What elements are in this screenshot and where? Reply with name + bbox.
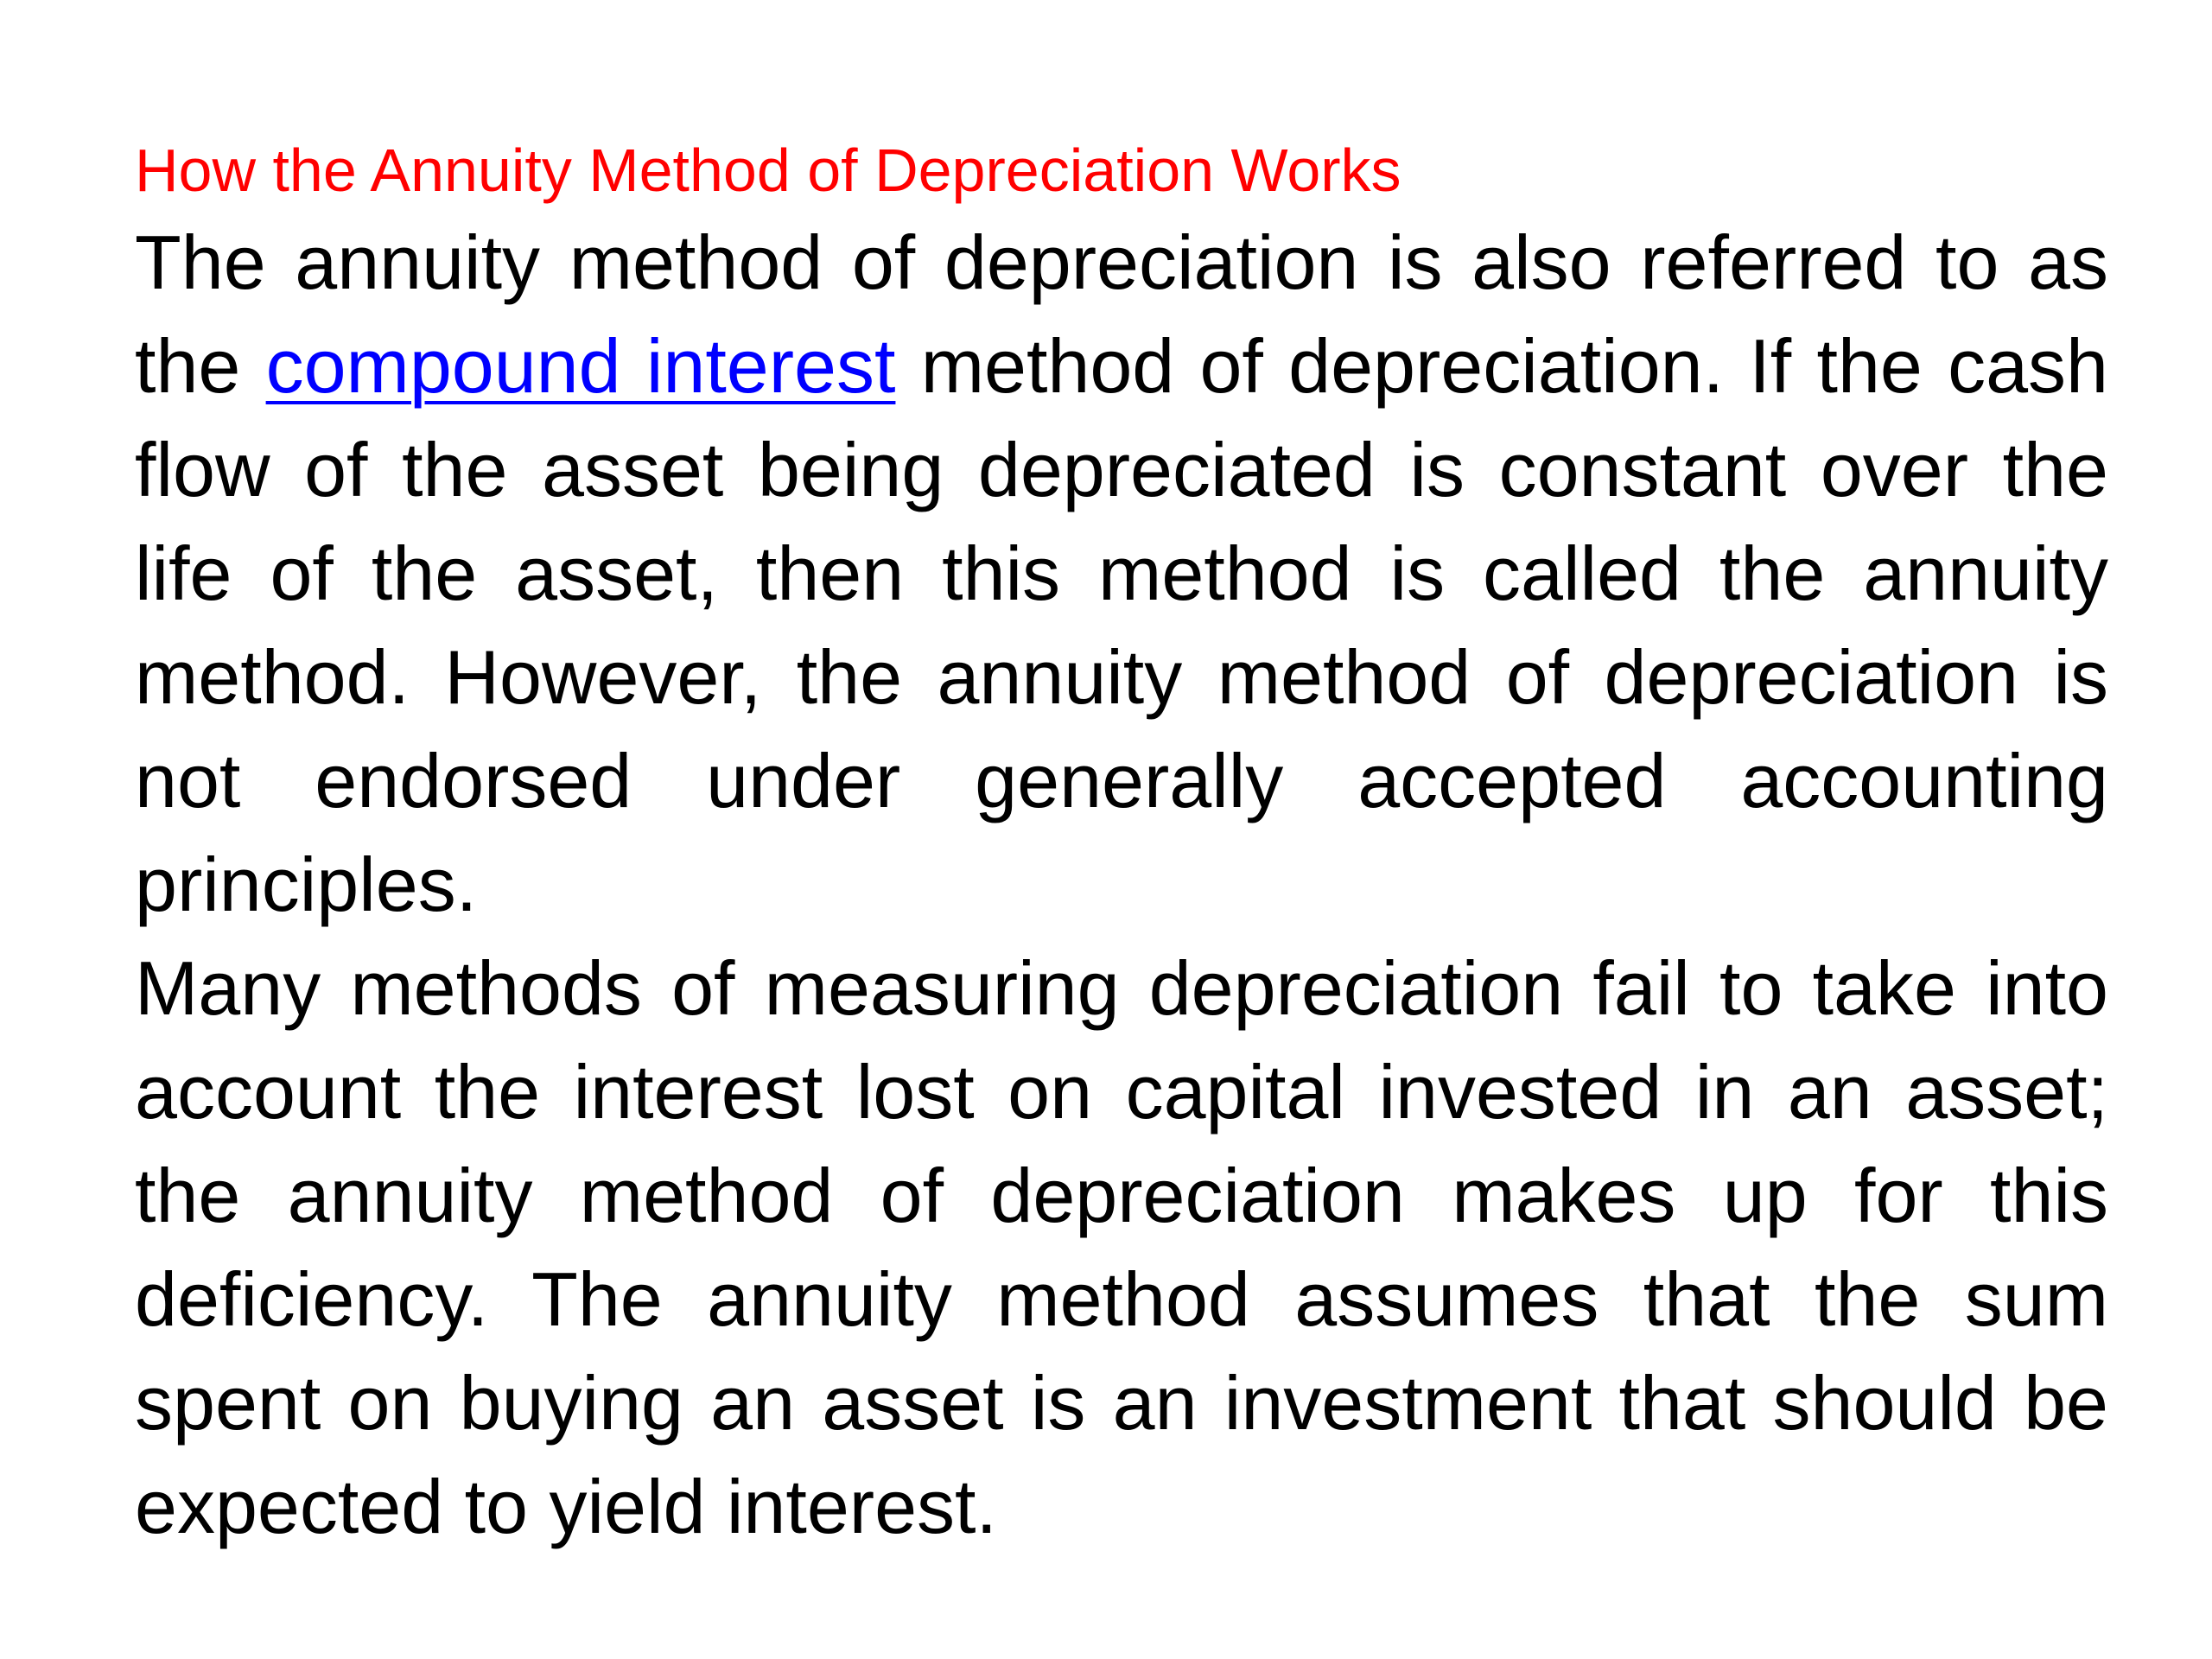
paragraph-2: Many methods of measuring depreciation fail to take into account the interest lost on capital invested in an asset; the annuity method of depreciation makes up for this deficiency. The annuity method assumes that the sum spent on buying an asset is an investment that should be expected to yield interest.	[135, 945, 2108, 1549]
slide-content	[135, 130, 2108, 1559]
paragraph-1-text-before-link: The annuity method of depreciation is also referred to as the	[135, 219, 2108, 409]
compound-interest-link[interactable]: compound interest	[265, 323, 896, 409]
slide-heading: How the Annuity Method of Depreciation Works	[135, 137, 1402, 204]
paragraph-1-text-after-link: method of depreciation. If the cash flow of the asset being depreciated is constant over the life of the asset, then this method is called the annuity method. However, the annuity method of depreciation is not endorsed under generally accepted accounting principles.	[135, 323, 2108, 927]
paragraph-1	[135, 211, 2108, 937]
